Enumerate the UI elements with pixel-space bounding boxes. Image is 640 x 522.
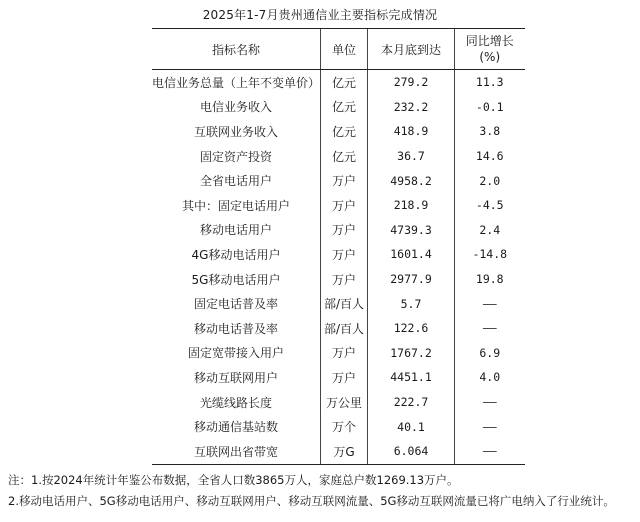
yoy-growth-cell: —— — [482, 419, 497, 434]
unit-cell: 万户 — [321, 341, 368, 366]
header-current-value: 本月底到达 — [368, 29, 455, 70]
unit-cell: 万个 — [321, 414, 368, 439]
table-header-row — [152, 29, 525, 70]
indicator-name-cell: 电信业务总量（上年不变单价） — [152, 75, 321, 90]
current-value-cell: 4451.1 — [368, 365, 455, 390]
indicator-name-cell: 4G移动电话用户 — [191, 247, 281, 262]
unit-cell: 万户 — [321, 193, 368, 218]
unit-cell: 亿元 — [321, 144, 368, 169]
current-value-cell: 40.1 — [368, 414, 455, 439]
footnote-1: 注：1.按2024年统计年鉴公布数据，全省人口数3865万人，家庭总户数1269.13万户。 — [8, 473, 459, 487]
indicator-name-cell: 移动通信基站数 — [194, 420, 279, 435]
unit-cell: 万户 — [321, 218, 368, 243]
current-value-cell: 1767.2 — [368, 341, 455, 366]
table-row — [152, 291, 525, 316]
current-value-cell: 4739.3 — [368, 218, 455, 243]
yoy-growth-cell: —— — [455, 439, 525, 464]
indicator-name-cell: 互联网出省带宽 — [152, 439, 321, 464]
yoy-growth-cell: 6.9 — [479, 345, 501, 360]
table-body — [152, 70, 525, 465]
current-value-cell: 6.064 — [368, 439, 455, 464]
yoy-growth-cell: 4.0 — [479, 370, 501, 385]
header-indicator-name: 指标名称 — [152, 29, 321, 70]
yoy-growth-cell: -0.1 — [475, 99, 504, 114]
indicator-name-cell: 5G移动电话用户 — [191, 272, 281, 287]
indicators-table — [152, 28, 525, 465]
unit-cell: 万户 — [321, 267, 368, 292]
table-row — [152, 119, 525, 144]
footnotes — [8, 470, 636, 512]
current-value-cell: 122.6 — [368, 316, 455, 341]
table-row — [152, 316, 525, 341]
current-value-cell: 36.7 — [368, 144, 455, 169]
table-row — [152, 341, 525, 366]
indicator-name-cell: 移动电话用户 — [200, 223, 273, 238]
unit-cell: 亿元 — [321, 119, 368, 144]
table-row — [152, 144, 525, 169]
table-row — [152, 414, 525, 439]
table-row — [152, 365, 525, 390]
indicator-name-cell: 互联网业务收入 — [194, 124, 279, 139]
header-yoy-growth-unit: (%) — [479, 50, 501, 64]
yoy-growth-cell: -4.5 — [475, 198, 504, 213]
header-unit: 单位 — [321, 29, 368, 70]
indicator-name-cell: 其中：固定电话用户 — [182, 198, 291, 213]
header-yoy-growth-label: 同比增长 — [465, 34, 514, 48]
indicator-name-cell: 移动电话普及率 — [194, 321, 279, 336]
indicator-name-cell: 固定资产投资 — [200, 149, 273, 164]
unit-cell: 万户 — [321, 242, 368, 267]
indicator-name-cell: 固定宽带接入用户 — [188, 346, 285, 361]
current-value-cell: 5.7 — [368, 291, 455, 316]
unit-cell: 部/百人 — [321, 316, 368, 341]
current-value-cell: 1601.4 — [368, 242, 455, 267]
yoy-growth-cell: 11.3 — [475, 75, 504, 90]
table-row — [152, 193, 525, 218]
yoy-growth-cell: 2.4 — [479, 222, 501, 237]
yoy-growth-cell: 3.8 — [479, 124, 501, 139]
yoy-growth-cell: 19.8 — [475, 272, 504, 287]
unit-cell: 万G — [321, 439, 368, 464]
unit-cell: 万公里 — [321, 390, 368, 415]
current-value-cell: 279.2 — [368, 70, 455, 95]
indicator-name-cell: 电信业务收入 — [200, 100, 273, 115]
unit-cell: 亿元 — [321, 95, 368, 120]
yoy-growth-cell: 2.0 — [479, 173, 501, 188]
current-value-cell: 4958.2 — [368, 168, 455, 193]
unit-cell: 万户 — [321, 365, 368, 390]
yoy-growth-cell: —— — [482, 296, 497, 311]
table-row — [152, 242, 525, 267]
current-value-cell: 232.2 — [368, 95, 455, 120]
indicator-name-cell: 光缆线路长度 — [200, 395, 273, 410]
table-row — [152, 439, 525, 464]
yoy-growth-cell: 14.6 — [475, 149, 504, 164]
yoy-growth-cell: -14.8 — [472, 247, 508, 262]
table-row — [152, 70, 525, 95]
indicator-name-cell: 全省电话用户 — [200, 174, 273, 189]
unit-cell: 部/百人 — [321, 291, 368, 316]
unit-cell: 万户 — [321, 168, 368, 193]
header-yoy-growth — [455, 29, 525, 70]
yoy-growth-cell: —— — [482, 321, 497, 336]
current-value-cell: 222.7 — [368, 390, 455, 415]
current-value-cell: 418.9 — [368, 119, 455, 144]
current-value-cell: 2977.9 — [368, 267, 455, 292]
table-row — [152, 267, 525, 292]
indicator-name-cell: 固定电话普及率 — [194, 297, 279, 312]
footnote-2: 2.移动电话用户、5G移动电话用户、移动互联网用户、移动互联网流量、5G移动互联网流量已将广电纳入了行业统计。 — [8, 494, 615, 508]
current-value-cell: 218.9 — [368, 193, 455, 218]
table-row — [152, 218, 525, 243]
yoy-growth-cell: —— — [482, 395, 497, 410]
table-row — [152, 95, 525, 120]
table-title: 2025年1-7月贵州通信业主要指标完成情况 — [202, 8, 438, 22]
table-row — [152, 168, 525, 193]
indicator-name-cell: 移动互联网用户 — [194, 370, 279, 385]
table-row — [152, 390, 525, 415]
unit-cell: 亿元 — [321, 70, 368, 95]
